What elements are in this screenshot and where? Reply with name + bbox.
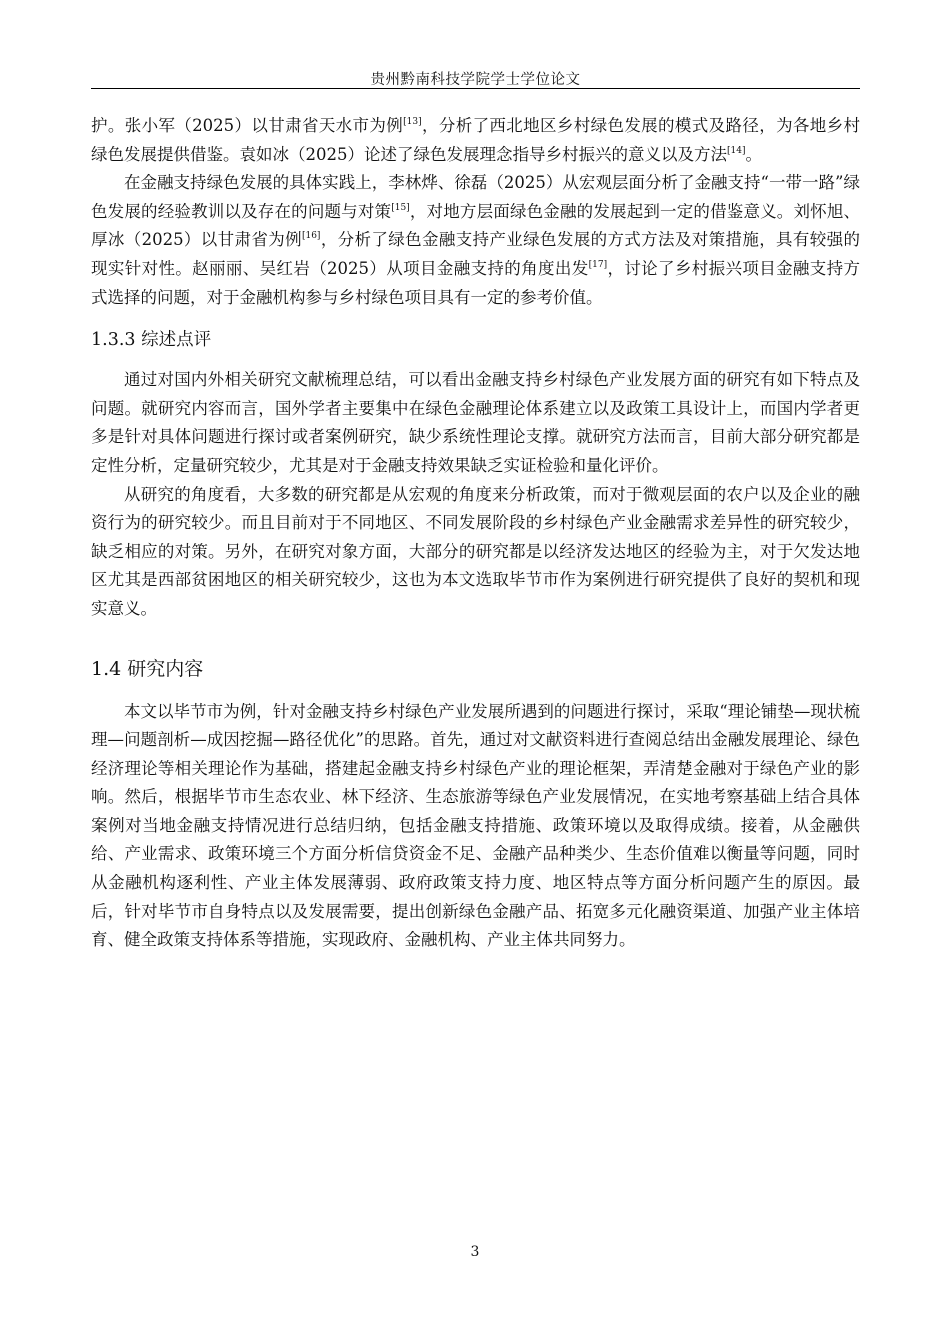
paragraph	[91, 169, 860, 312]
body-text	[91, 112, 860, 955]
text-run: ，对地方层面绿色金融的发展起到一定的借鉴意义。刘怀旭、厚冰（2025）以甘肃省为例	[91, 201, 861, 250]
citation-ref: [15]	[391, 202, 410, 213]
paragraph-continuation	[91, 112, 860, 169]
paragraph: 本文以毕节市为例，针对金融支持乡村绿色产业发展所遇到的问题进行探讨，采取“理论铺垫—现状梳理—问题剖析—成因挖掘—路径优化”的思路。首先，通过对文献资料进行查阅总结出金融发展理论、绿色经济理论等相关理论作为基础，搭建起金融支持乡村绿色产业的理论框架，弄清楚金融对于绿色产业的影响。然后，根据毕节市生态农业、林下经济、生态旅游等绿色产业发展情况，在实地考察基础上结合具体案例对当地金融支持情况进行总结归纳，包括金融支持措施、政策环境以及取得成绩。接着，从金融供给、产业需求、政策环境三个方面分析信贷资金不足、金融产品种类少、生态价值难以衡量等问题，同时从金融机构逐利性、产业主体发展薄弱、政府政策支持力度、地区特点等方面分析问题产生的原因。最后，针对毕节市自身特点以及发展需要，提出创新绿色金融产品、拓宽多元化融资渠道、加强产业主体培育、健全政策支持体系等措施，实现政府、金融机构、产业主体共同努力。	[91, 701, 860, 950]
text-run: 护。张小军（2025）以甘肃省天水市为例	[91, 116, 404, 135]
citation-ref: [16]	[301, 231, 321, 242]
header-rule	[91, 88, 860, 89]
citation-ref: [14]	[727, 145, 746, 156]
text-run: ，讨论了乡村振兴项目金融支持方式选择的问题，对于金融机构参与乡村绿色项目具有一定的参考价值。	[91, 258, 861, 307]
text-run: ，分析了绿色金融支持产业绿色发展的方式方法及对策措施，具有较强的现实针对性。赵丽丽、吴红岩（2025）从项目金融支持的角度出发	[91, 230, 860, 278]
text-run: 在金融支持绿色发展的具体实践上，李林烨、徐磊（2025）从宏观层面分析了金融支持“一带一路”绿色发展的经验教训以及存在的问题与对策	[91, 173, 860, 221]
paragraph: 通过对国内外相关研究文献梳理总结，可以看出金融支持乡村绿色产业发展方面的研究有如下特点及问题。就研究内容而言，国外学者主要集中在绿色金融理论体系建立以及政策工具设计上，而国内学者更多是针对具体问题进行探讨或者案例研究，缺少系统性理论支撑。就研究方法而言，目前大部分研究都是定性分析，定量研究较少，尤其是对于金融支持效果缺乏实证检验和量化评价。	[91, 370, 860, 475]
citation-ref: [17]	[588, 259, 608, 270]
citation-ref: [13]	[403, 117, 422, 127]
section-heading: 1.4 研究内容	[91, 657, 204, 680]
subsection-heading: 1.3.3 综述点评	[91, 330, 212, 351]
paragraph: 从研究的角度看，大多数的研究都是从宏观的角度来分析政策，而对于微观层面的农户以及企业的融资行为的研究较少。而且目前对于不同地区、不同发展阶段的乡村绿色产业金融需求差异性的研究较少，缺乏相应的对策。另外，在研究对象方面，大部分的研究都是以经济发达地区的经验为主，对于欠发达地区尤其是西部贫困地区的相关研究较少，这也为本文选取毕节市作为案例进行研究提供了良好的契机和现实意义。	[91, 484, 860, 618]
text-run: ，分析了西北地区乡村绿色发展的模式及路径，为各地乡村绿色发展提供借鉴。袁如冰（2025）论述了绿色发展理念指导乡村振兴的意义以及方法	[91, 116, 861, 164]
text-run: 。	[745, 144, 762, 164]
page-header: 贵州黔南科技学院学士学位论文	[370, 72, 581, 88]
page-number: 3	[470, 1244, 480, 1260]
